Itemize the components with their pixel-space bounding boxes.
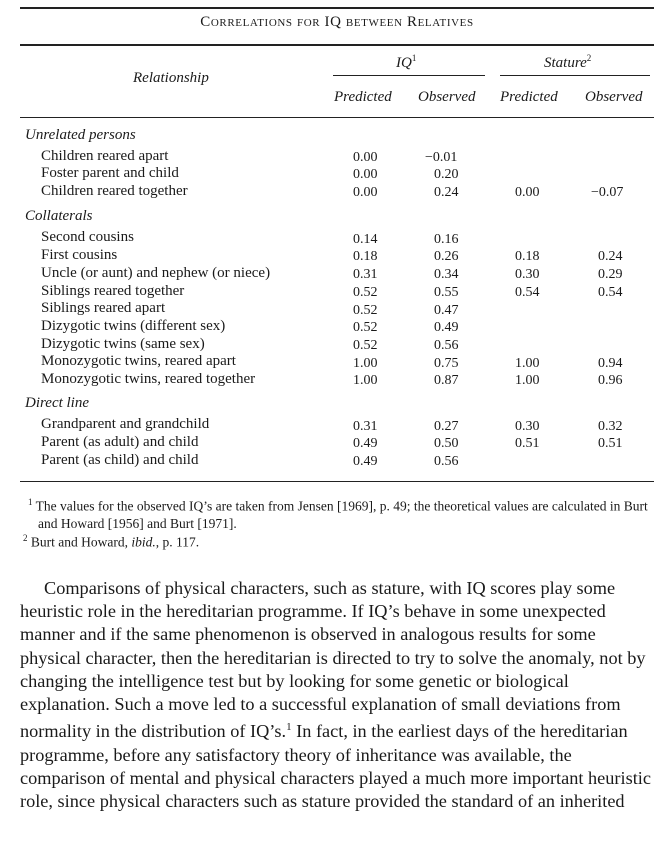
body-paragraph — [20, 577, 658, 813]
iq-observed-value: 0.87 — [434, 373, 459, 388]
stature-observed-value: 0.96 — [598, 373, 623, 388]
body-note-mark: 1 — [286, 721, 292, 734]
section-title: Collaterals — [25, 208, 93, 224]
top-rule — [20, 7, 654, 9]
iq-observed-value: 0.56 — [434, 454, 459, 469]
footnote-2-text-after: , p. 117. — [155, 534, 200, 550]
stature-observed-value: 0.32 — [598, 419, 623, 434]
stature-group-note: 2 — [586, 53, 592, 63]
iq-predicted-value: 1.00 — [353, 356, 378, 371]
footnote-2-ibid: ibid. — [131, 534, 156, 550]
stature-observed-value: 0.54 — [598, 285, 623, 300]
row-label: Grandparent and grandchild — [41, 416, 210, 432]
iq-predicted-value: 0.00 — [353, 167, 378, 182]
iq-observed-value: 0.34 — [434, 267, 459, 282]
iq-predicted-value: 0.52 — [353, 338, 378, 353]
iq-observed-value: 0.55 — [434, 285, 459, 300]
table-caption: Correlations for IQ between Relatives — [200, 14, 474, 30]
iq-predicted-value: 0.52 — [353, 285, 378, 300]
relationship-header: Relationship — [133, 70, 209, 86]
footnote-1-mark: 1 — [28, 497, 33, 507]
iq-predicted-value: 0.52 — [353, 320, 378, 335]
iq-predicted-value: 1.00 — [353, 373, 378, 388]
row-label: Monozygotic twins, reared together — [41, 371, 256, 387]
subheader-stature-predicted: Predicted — [500, 89, 558, 105]
iq-predicted-value: 0.00 — [353, 150, 378, 165]
iq-predicted-value: 0.49 — [353, 454, 378, 469]
section-title: Direct line — [25, 395, 90, 411]
bottom-rule — [20, 481, 654, 482]
iq-observed-value: 0.16 — [434, 232, 459, 247]
body-text: Comparisons of physical characters, such as stature, with IQ scores play some heuristic role in the hereditarian programme. If IQ’s behave in some unexpected manner and if the same phenomenon is observed in analogous results for some physical character, then the hereditarian is directed to try to solve the anomaly, not by changing the intelligence test but by looking for some genetic or biological explanation. Such a move led to a successful explanation of small deviations from normality in the distribution of IQ’s. — [20, 578, 646, 742]
iq-group-note: 1 — [411, 53, 417, 63]
stature-observed-value: 0.24 — [598, 249, 623, 264]
footnote-2-text-before: Burt and Howard, — [30, 534, 132, 550]
stature-predicted-value: 0.51 — [515, 436, 540, 451]
footnote-1 — [23, 494, 660, 532]
iq-predicted-value: 0.31 — [353, 267, 378, 282]
iq-observed-value: −0.01 — [425, 150, 458, 165]
caption-rule — [20, 44, 654, 46]
row-label: Dizygotic twins (same sex) — [41, 336, 205, 352]
section-title: Unrelated persons — [25, 127, 136, 143]
row-label: Siblings reared apart — [41, 300, 166, 316]
stature-predicted-value: 0.54 — [515, 285, 540, 300]
stature-predicted-value: 0.18 — [515, 249, 540, 264]
iq-predicted-value: 0.14 — [353, 232, 378, 247]
iq-observed-value: 0.24 — [434, 185, 459, 200]
body-text-continued: In fact, in the earliest days of the hereditarian programme, before any satisfactory theory of inheritance was available, the comparison of mental and physical characters played a much more important heuristic role, since physical characters such as stature provided the standard of an inherited — [20, 721, 651, 811]
row-label: Parent (as adult) and child — [41, 434, 199, 450]
iq-observed-value: 0.20 — [434, 167, 459, 182]
iq-observed-value: 0.49 — [434, 320, 459, 335]
stature-observed-value: 0.51 — [598, 436, 623, 451]
iq-observed-value: 0.47 — [434, 303, 459, 318]
subheader-stature-observed: Observed — [585, 89, 643, 105]
row-label: Uncle (or aunt) and nephew (or niece) — [41, 265, 271, 281]
iq-observed-value: 0.26 — [434, 249, 459, 264]
stature-predicted-value: 0.00 — [515, 185, 540, 200]
iq-observed-value: 0.50 — [434, 436, 459, 451]
header-rule — [20, 117, 654, 118]
stature-observed-value: 0.29 — [598, 267, 623, 282]
iq-observed-value: 0.75 — [434, 356, 459, 371]
row-label: Children reared together — [41, 183, 188, 199]
iq-group-underline — [333, 75, 485, 76]
iq-predicted-value: 0.52 — [353, 303, 378, 318]
iq-group-label: IQ — [396, 55, 412, 71]
row-label: Siblings reared together — [41, 283, 185, 299]
row-label: Children reared apart — [41, 148, 169, 164]
stature-group-underline — [500, 75, 650, 76]
iq-predicted-value: 0.18 — [353, 249, 378, 264]
footnote-2 — [23, 530, 655, 551]
stature-group-header — [544, 53, 591, 72]
subheader-iq-observed: Observed — [418, 89, 476, 105]
footnote-2-mark: 2 — [23, 533, 28, 543]
footnote-1-text: The values for the observed IQ’s are taken from Jensen [1969], p. 49; the theoretical values are calculated in Burt and Howard [1956] and Burt [1971]. — [35, 498, 648, 531]
stature-observed-value: −0.07 — [591, 185, 624, 200]
iq-observed-value: 0.56 — [434, 338, 459, 353]
row-label: Monozygotic twins, reared apart — [41, 353, 236, 369]
iq-observed-value: 0.27 — [434, 419, 459, 434]
row-label: First cousins — [41, 247, 118, 263]
iq-group-header — [396, 53, 416, 72]
subheader-iq-predicted: Predicted — [334, 89, 392, 105]
row-label: Dizygotic twins (different sex) — [41, 318, 226, 334]
iq-predicted-value: 0.49 — [353, 436, 378, 451]
row-label: Second cousins — [41, 229, 134, 245]
stature-group-label: Stature — [544, 55, 587, 71]
stature-predicted-value: 0.30 — [515, 267, 540, 282]
row-label: Parent (as child) and child — [41, 452, 199, 468]
row-label: Foster parent and child — [41, 165, 179, 181]
iq-predicted-value: 0.31 — [353, 419, 378, 434]
stature-predicted-value: 0.30 — [515, 419, 540, 434]
iq-predicted-value: 0.00 — [353, 185, 378, 200]
stature-observed-value: 0.94 — [598, 356, 623, 371]
stature-predicted-value: 1.00 — [515, 356, 540, 371]
stature-predicted-value: 1.00 — [515, 373, 540, 388]
